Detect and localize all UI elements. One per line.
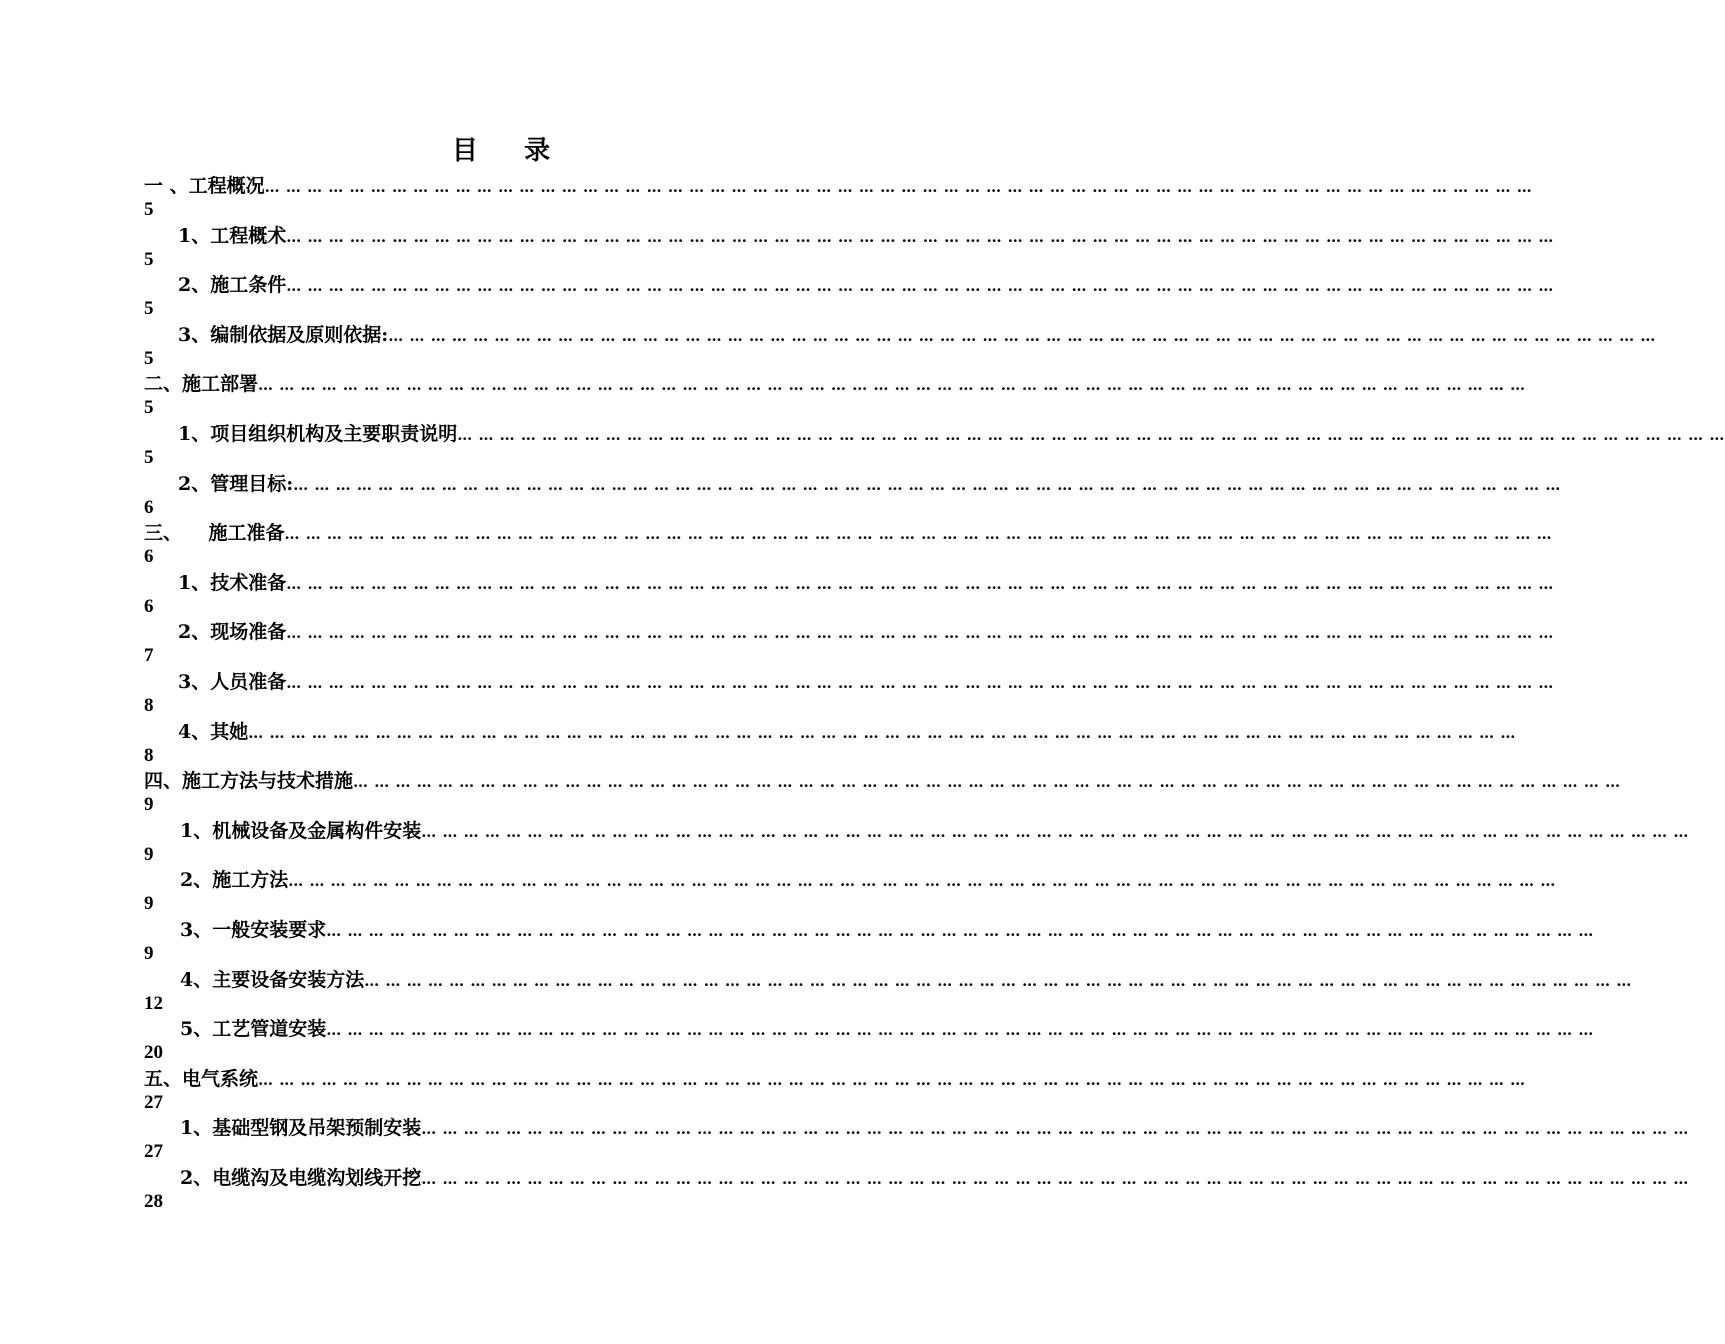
dot-leader: … … … … … … … … … … … … … … … … … … … … … … … … … … … … … … … … … … … … … … … … … … … … … … … … … … … … … … … … … … … …	[264, 178, 1533, 196]
dot-leader: … … … … … … … … … … … … … … … … … … … … … … … … … … … … … … … … … … … … … … … … … … … … … … … … … … … … … … … … … … … …	[286, 574, 1554, 593]
toc-entry[interactable]	[178, 619, 1554, 645]
toc-page-number: 27	[144, 1141, 163, 1163]
dot-leader: … … … … … … … … … … … … … … … … … … … … … … … … … … … … … … … … … … … … … … … … … … … … … … … … … … … … … … … … … … … …	[388, 326, 1656, 345]
toc-entry-label: 1、工程概术	[178, 224, 287, 247]
toc-entry[interactable]	[178, 272, 1554, 298]
toc-entry[interactable]	[180, 818, 1689, 844]
toc-title: 目 录	[451, 136, 553, 166]
toc-page-number: 5	[144, 199, 154, 220]
toc-entry-label: 1、基础型钢及吊架预制安装	[180, 1117, 422, 1140]
toc-entry[interactable]	[180, 1016, 1594, 1042]
toc-entry-label: 三、 施工准备	[144, 522, 285, 545]
toc-page-number: 9	[144, 843, 154, 865]
toc-page-number: 5	[144, 397, 154, 419]
toc-entry[interactable]	[178, 570, 1554, 596]
toc-page-number: 8	[144, 744, 154, 766]
toc-entry-label: 3、编制依据及原则依据:	[178, 323, 389, 346]
toc-page-number: 9	[144, 943, 154, 964]
dot-leader: … … … … … … … … … … … … … … … … … … … … … … … … … … … … … … … … … … … … … … … … … … … … … … … … … … … … … … … … … … … …	[286, 674, 1554, 692]
toc-page-number: 7	[144, 645, 154, 667]
toc-entry[interactable]	[144, 1066, 1526, 1092]
dot-leader: … … … … … … … … … … … … … … … … … … … … … … … … … … … … … … … … … … … … … … … … … … … … … … … … … … … … … … … … … … … …	[421, 1120, 1689, 1139]
toc-entry[interactable]	[180, 967, 1632, 993]
toc-entry[interactable]	[178, 719, 1516, 745]
toc-page-number: 9	[144, 893, 154, 915]
dot-leader: … … … … … … … … … … … … … … … … … … … … … … … … … … … … … … … … … … … … … … … … … … … … … … … … … … … … … … … … … … … …	[284, 525, 1553, 544]
dot-leader: … … … … … … … … … … … … … … … … … … … … … … … … … … … … … … … … … … … … … … … … … … … … … … … … … … … … … … … … … … … …	[353, 773, 1621, 792]
toc-entry-label: 二、施工部署	[144, 373, 259, 396]
toc-entry-label: 2、管理目标:	[178, 472, 294, 495]
dot-leader: … … … … … … … … … … … … … … … … … … … … … … … … … … … … … … … … … … … … … … … … … … … … … … … … … … … … … … … … … … … …	[286, 624, 1554, 643]
dot-leader: … … … … … … … … … … … … … … … … … … … … … … … … … … … … … … … … … … … … … … … … … … … … … … … … … … … … … … … … … … … …	[421, 1170, 1689, 1188]
toc-entry-label: 3、一般安装要求	[180, 919, 327, 941]
dot-leader: … … … … … … … … … … … … … … … … … … … … … … … … … … … … … … … … … … … … … … … … … … … … … … … … … … … … … … … … … … … …	[326, 1021, 1594, 1040]
toc-page-number: 9	[144, 794, 154, 816]
toc-entry[interactable]	[180, 1115, 1689, 1141]
toc-page-number: 5	[144, 248, 154, 270]
toc-entry[interactable]	[144, 520, 1553, 546]
toc-entry[interactable]	[144, 371, 1526, 397]
dot-leader: … … … … … … … … … … … … … … … … … … … … … … … … … … … … … … … … … … … … … … … … … … … … … … … … … … … … … … … … … … … …	[293, 475, 1561, 494]
toc-entry-label: 2、电缆沟及电缆沟划线开挖	[180, 1167, 422, 1189]
dot-leader: … … … … … … … … … … … … … … … … … … … … … … … … … … … … … … … … … … … … … … … … … … … … … … … … … … … … … … … … … … … …	[258, 376, 1526, 395]
toc-entry-label: 2、施工条件	[178, 274, 287, 297]
toc-entry[interactable]	[178, 471, 1561, 497]
toc-entry-label: 一 、工程概况	[144, 175, 265, 197]
toc-entry-label: 3、人员准备	[178, 671, 287, 693]
toc-entry[interactable]	[180, 867, 1556, 893]
toc-entry-label: 1、项目组织机构及主要职责说明	[178, 423, 458, 445]
toc-page-number: 8	[144, 695, 154, 716]
toc-page-number: 28	[144, 1191, 163, 1212]
toc-entry-label: 4、主要设备安装方法	[180, 968, 365, 991]
toc-entry[interactable]	[180, 1165, 1689, 1191]
toc-page-number: 27	[144, 1091, 163, 1113]
dot-leader: … … … … … … … … … … … … … … … … … … … … … … … … … … … … … … … … … … … … … … … … … … … … … … … … … … … … … … … … … … … …	[421, 822, 1689, 841]
toc-entry-label: 四、施工方法与技术措施	[144, 770, 354, 793]
toc-page-number: 12	[144, 992, 163, 1014]
toc-entry-label: 1、机械设备及金属构件安装	[180, 819, 422, 842]
toc-entry-label: 1、技术准备	[178, 571, 287, 594]
toc-page-number: 5	[144, 298, 154, 320]
dot-leader: … … … … … … … … … … … … … … … … … … … … … … … … … … … … … … … … … … … … … … … … … … … … … … … … … … … … … … … … … … … …	[288, 872, 1556, 891]
toc-entry-label: 5、工艺管道安装	[180, 1018, 327, 1041]
toc-entry[interactable]	[144, 768, 1621, 794]
toc-page-number: 5	[144, 347, 154, 369]
toc-entry-label: 2、施工方法	[180, 869, 289, 892]
toc-page-number: 6	[144, 546, 154, 568]
dot-leader: … … … … … … … … … … … … … … … … … … … … … … … … … … … … … … … … … … … … … … … … … … … … … … … … … … … … … … … … … … … …	[286, 227, 1554, 246]
toc-entry[interactable]	[178, 223, 1554, 249]
toc-entry-label: 4、其她	[178, 720, 249, 743]
dot-leader: … … … … … … … … … … … … … … … … … … … … … … … … … … … … … … … … … … … … … … … … … … … … … … … … … … … … … … … … … … … …	[248, 723, 1516, 742]
toc-entry[interactable]	[178, 669, 1554, 695]
toc-page-number: 6	[144, 496, 154, 518]
dot-leader: … … … … … … … … … … … … … … … … … … … … … … … … … … … … … … … … … … … … … … … … … … … … … … … … … … … … … … … … … … … …	[258, 1070, 1526, 1089]
toc-entry[interactable]	[180, 917, 1594, 943]
toc-page-number: 5	[144, 447, 154, 468]
dot-leader: … … … … … … … … … … … … … … … … … … … … … … … … … … … … … … … … … … … … … … … … … … … … … … … … … … … … … … … … … … … …	[286, 277, 1554, 296]
dot-leader: … … … … … … … … … … … … … … … … … … … … … … … … … … … … … … … … … … … … … … … … … … … … … … … … … … … … … … … … … … … …	[457, 426, 1725, 444]
toc-entry[interactable]	[144, 173, 1533, 199]
toc-entry[interactable]	[178, 322, 1656, 348]
toc-entry-label: 2、现场准备	[178, 621, 287, 644]
toc-entry-label: 五、电气系统	[144, 1067, 259, 1090]
dot-leader: … … … … … … … … … … … … … … … … … … … … … … … … … … … … … … … … … … … … … … … … … … … … … … … … … … … … … … … … … … … …	[364, 971, 1632, 990]
toc-page-number: 20	[144, 1042, 163, 1064]
toc-page-number: 6	[144, 595, 154, 617]
dot-leader: … … … … … … … … … … … … … … … … … … … … … … … … … … … … … … … … … … … … … … … … … … … … … … … … … … … … … … … … … … … …	[326, 922, 1594, 940]
toc-entry[interactable]	[178, 421, 1725, 447]
